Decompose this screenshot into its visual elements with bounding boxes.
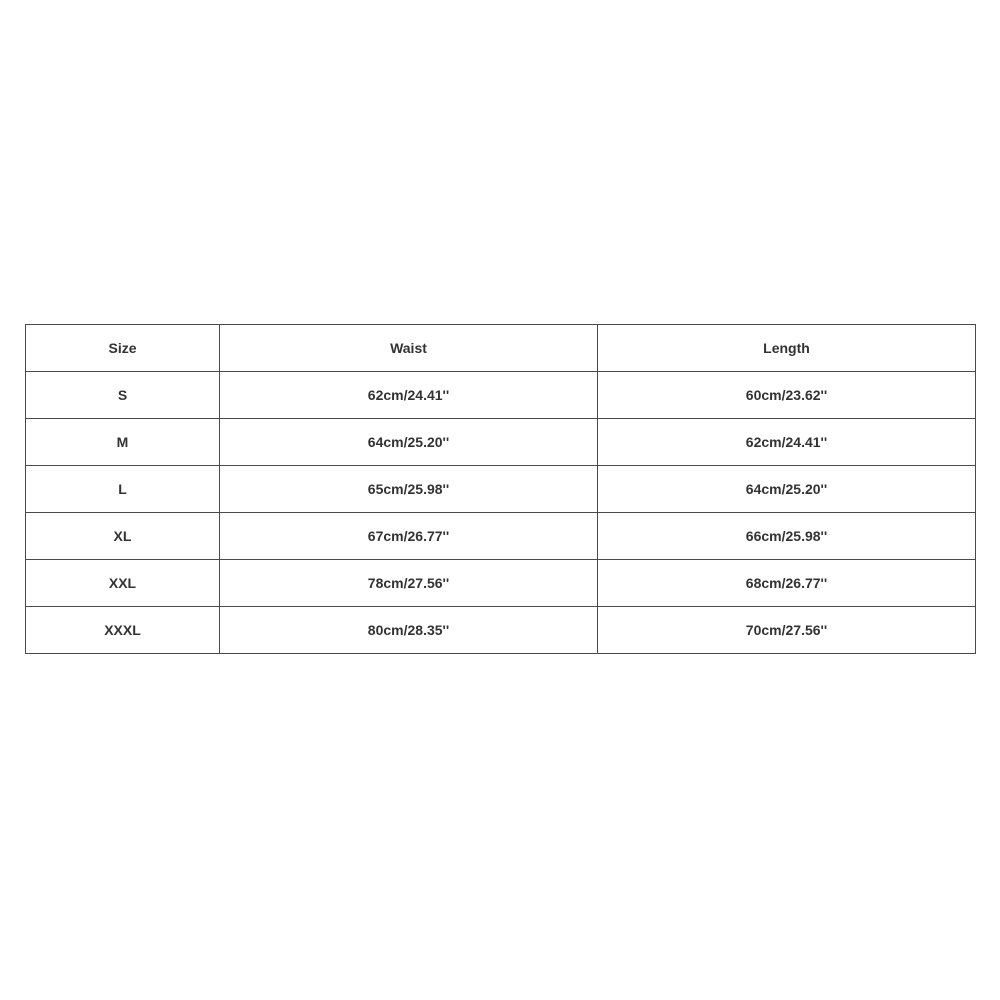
waist-cell: 62cm/24.41'': [220, 372, 598, 419]
table-row: [26, 560, 976, 607]
waist-cell: 67cm/26.77'': [220, 513, 598, 560]
table-row: [26, 607, 976, 654]
length-cell: 62cm/24.41'': [598, 419, 976, 466]
size-cell: XL: [26, 513, 220, 560]
size-cell: M: [26, 419, 220, 466]
waist-cell: 78cm/27.56'': [220, 560, 598, 607]
column-header-waist: Waist: [220, 325, 598, 372]
column-header-length: Length: [598, 325, 976, 372]
table-row: [26, 419, 976, 466]
size-chart-table: [25, 324, 976, 654]
length-cell: 68cm/26.77'': [598, 560, 976, 607]
table-header-row: [26, 325, 976, 372]
waist-cell: 80cm/28.35'': [220, 607, 598, 654]
table-row: [26, 372, 976, 419]
length-cell: 70cm/27.56'': [598, 607, 976, 654]
waist-cell: 65cm/25.98'': [220, 466, 598, 513]
length-cell: 66cm/25.98'': [598, 513, 976, 560]
table-row: [26, 466, 976, 513]
size-cell: XXXL: [26, 607, 220, 654]
waist-cell: 64cm/25.20'': [220, 419, 598, 466]
table-row: [26, 513, 976, 560]
length-cell: 64cm/25.20'': [598, 466, 976, 513]
length-cell: 60cm/23.62'': [598, 372, 976, 419]
size-cell: XXL: [26, 560, 220, 607]
size-cell: S: [26, 372, 220, 419]
size-cell: L: [26, 466, 220, 513]
column-header-size: Size: [26, 325, 220, 372]
